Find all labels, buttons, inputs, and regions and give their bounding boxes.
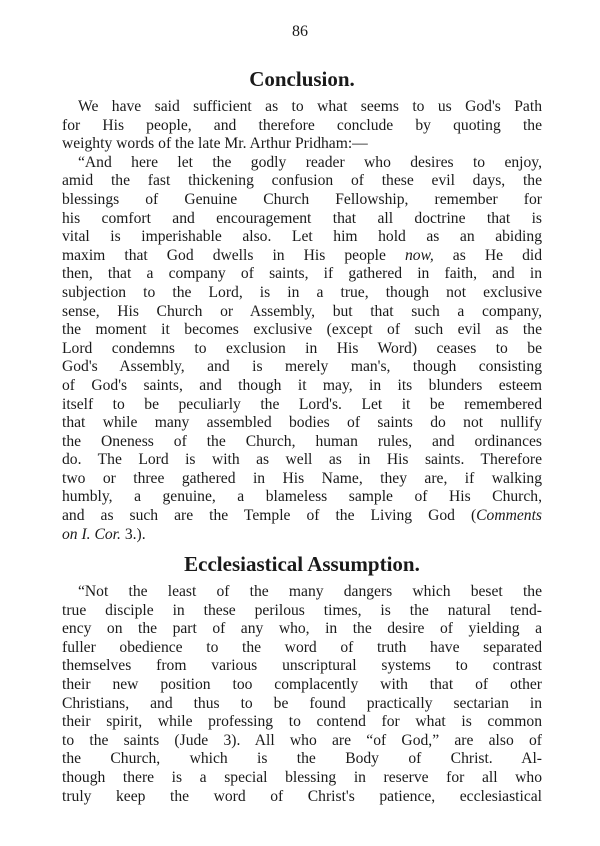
text-segment: “And here let the godly reader who desires to enjoy,	[78, 153, 542, 171]
italic-text: Comments	[476, 507, 542, 525]
text-segment: ency on the part of any who, in the desire of yielding a	[62, 620, 542, 638]
text-segment: his comfort and encouragement that all doctrine that is	[62, 209, 542, 227]
text-line	[62, 172, 542, 191]
section-body-ecclesiastical-assumption	[62, 583, 542, 806]
text-line	[62, 695, 542, 714]
text-line	[62, 377, 542, 396]
text-line	[62, 210, 542, 229]
text-segment: two or three gathered in His Name, they are, if walking	[62, 469, 542, 487]
italic-text: now,	[405, 246, 434, 264]
text-segment: as He did	[433, 246, 542, 264]
text-segment: weighty words of the late Mr. Arthur Pridham:—	[62, 135, 368, 153]
text-line	[62, 358, 542, 377]
text-line	[62, 228, 542, 247]
text-segment: itself to be peculiarly the Lord's. Let it be remembered	[62, 395, 542, 413]
text-segment: for His people, and therefore conclude by quoting the	[62, 116, 542, 134]
text-segment: humbly, a genuine, a blameless sample of His Church,	[62, 488, 542, 506]
text-segment: God's Assembly, and is merely man's, though consisting	[62, 358, 542, 376]
section-heading-ecclesiastical-assumption: Ecclesiastical Assumption.	[184, 552, 420, 576]
text-segment: 3.).	[120, 525, 146, 543]
text-line	[62, 247, 542, 266]
text-segment: truly keep the word of Christ's patience, ecclesiastical	[62, 787, 542, 805]
text-segment: Lord condemns to exclusion in His Word) ceases to be	[62, 339, 542, 357]
text-line	[62, 657, 542, 676]
text-line	[62, 303, 542, 322]
text-segment: true disciple in these perilous times, is the natural tend-	[62, 601, 542, 619]
text-line	[62, 583, 542, 602]
text-segment: their spirit, while professing to contend for what is common	[62, 713, 542, 731]
text-line	[62, 284, 542, 303]
text-segment: We have said sufficient as to what seems to us God's Path	[78, 98, 542, 115]
text-segment: the Oneness of the Church, human rules, and ordinances	[62, 432, 542, 450]
text-line	[62, 602, 542, 621]
text-line	[62, 470, 542, 489]
text-line	[62, 321, 542, 340]
text-line	[62, 488, 542, 507]
italic-text: on I. Cor.	[62, 525, 121, 543]
text-line	[62, 117, 542, 136]
text-segment: do. The Lord is with as well as in His saints. Therefore	[62, 451, 542, 469]
text-line	[62, 433, 542, 452]
text-segment: the moment it becomes exclusive (except of such evil as the	[62, 321, 542, 339]
text-segment: “Not the least of the many dangers which beset the	[78, 583, 542, 600]
text-line	[62, 451, 542, 470]
text-line	[62, 396, 542, 415]
text-segment: amid the fast thickening confusion of these evil days, the	[62, 172, 542, 190]
text-line	[62, 769, 542, 788]
text-segment: and as such are the Temple of the Living God (	[62, 507, 477, 525]
text-line	[62, 620, 542, 639]
text-line	[62, 732, 542, 751]
text-segment: their new position too complacently with that of other	[62, 675, 542, 693]
text-segment: blessings of Genuine Church Fellowship, remember for	[62, 190, 542, 208]
text-line	[62, 191, 542, 210]
text-segment: sense, His Church or Assembly, but that such a company,	[62, 302, 542, 320]
text-line	[62, 507, 542, 526]
text-segment: maxim that God dwells in His people	[62, 246, 405, 264]
section-body-conclusion	[62, 98, 542, 544]
text-line	[62, 98, 542, 117]
text-line	[62, 526, 542, 545]
text-segment: themselves from various unscriptural systems to contrast	[62, 657, 542, 675]
text-segment: to the saints (Jude 3). All who are “of God,” are also of	[62, 731, 542, 749]
text-line	[62, 750, 542, 769]
text-line	[62, 154, 542, 173]
text-line	[62, 265, 542, 284]
text-segment: of God's saints, and though it may, in its blunders esteem	[62, 376, 542, 394]
text-segment: though there is a special blessing in reserve for all who	[62, 768, 542, 786]
text-segment: that while many assembled bodies of saints do not nullify	[62, 414, 542, 432]
page-number: 86	[292, 23, 308, 40]
text-line	[62, 713, 542, 732]
text-segment: the Church, which is the Body of Christ. Al-	[62, 750, 542, 768]
text-segment: fuller obedience to the word of truth have separated	[62, 638, 542, 656]
text-line	[62, 639, 542, 658]
text-segment: then, that a company of saints, if gathered in faith, and in	[62, 265, 542, 283]
text-line	[62, 676, 542, 695]
text-segment: subjection to the Lord, is in a true, though not exclusive	[62, 283, 542, 301]
text-line	[62, 414, 542, 433]
text-line	[62, 135, 542, 154]
text-line	[62, 340, 542, 359]
text-segment: Christians, and thus to be found practically sectarian in	[62, 694, 542, 712]
section-heading-conclusion: Conclusion.	[249, 67, 355, 91]
text-segment: vital is imperishable also. Let him hold as an abiding	[62, 228, 542, 246]
text-line	[62, 788, 542, 807]
